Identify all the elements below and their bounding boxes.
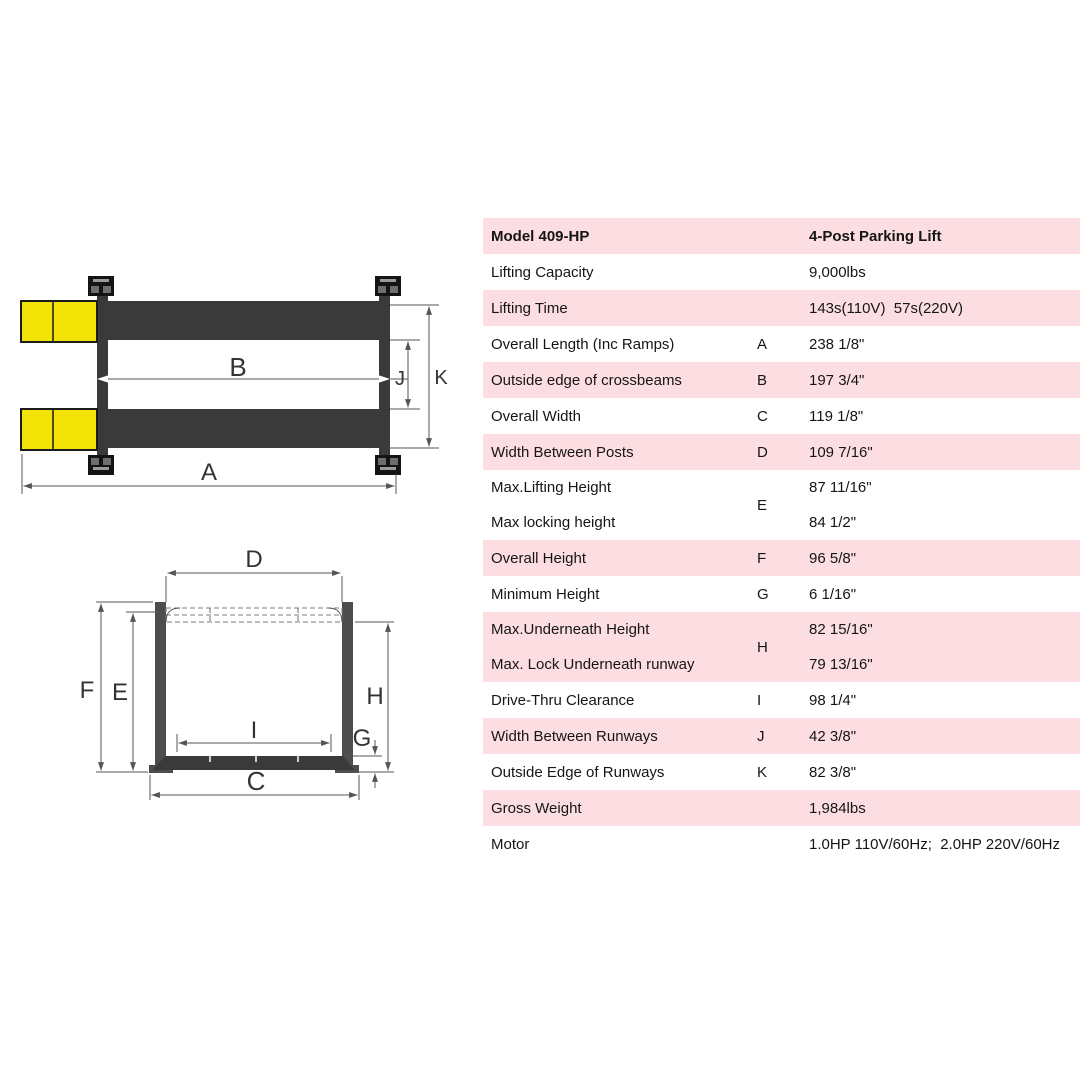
spec-row <box>483 290 1080 326</box>
front-post-left <box>155 602 166 772</box>
spec-row <box>483 682 1080 718</box>
spec-row <box>483 718 1080 754</box>
spec-label-text: Width Between Posts <box>491 443 634 461</box>
spec-value <box>809 218 1080 254</box>
spec-value <box>809 576 1080 612</box>
dim-label-e: E <box>111 679 129 706</box>
spec-label-text: Outside Edge of Runways <box>491 763 665 781</box>
spec-label <box>483 754 757 790</box>
spec-value <box>809 470 1080 540</box>
spec-letter <box>757 398 809 434</box>
spec-letter <box>757 218 809 254</box>
spec-row <box>483 254 1080 290</box>
spec-label <box>483 254 757 290</box>
front-view-diagram <box>60 540 420 810</box>
spec-label <box>483 362 757 398</box>
spec-value <box>809 826 1080 862</box>
runway-top <box>103 301 387 340</box>
post-top-left <box>88 276 114 296</box>
spec-value <box>809 682 1080 718</box>
spec-value-text: 9,000lbs <box>809 263 866 281</box>
dim-label-b: B <box>229 352 247 382</box>
dim-label-j: J <box>395 368 405 390</box>
spec-letter-text: B <box>757 371 768 389</box>
dimension-b <box>97 352 408 383</box>
spec-row <box>483 540 1080 576</box>
dim-label-i: I <box>250 717 258 744</box>
spec-value-text: 197 3/4" <box>809 371 865 389</box>
top-view-diagram <box>10 268 460 503</box>
spec-row <box>483 576 1080 612</box>
spec-table <box>483 218 1080 862</box>
spec-value-text: 238 1/8" <box>809 335 865 353</box>
ramp-bottom <box>21 409 97 450</box>
dim-label-h: H <box>366 683 384 710</box>
spec-value-text: 119 1/8" <box>809 407 864 425</box>
spec-value-text: 96 5/8" <box>809 549 857 567</box>
spec-label-text: Overall Width <box>491 407 582 425</box>
dimension-i <box>177 717 331 752</box>
spec-letter <box>757 754 809 790</box>
dim-label-f: F <box>79 677 95 704</box>
spec-letter-text: H <box>757 638 768 656</box>
dimension-e <box>112 612 160 771</box>
spec-label <box>483 682 757 718</box>
spec-label <box>483 290 757 326</box>
spec-label <box>483 790 757 826</box>
spec-letter <box>757 540 809 576</box>
spec-value-text: 82 15/16" <box>809 621 873 638</box>
spec-letter <box>757 434 809 470</box>
spec-label <box>483 540 757 576</box>
spec-letter-text: G <box>757 585 769 603</box>
spec-label <box>483 218 757 254</box>
spec-label <box>483 826 757 862</box>
spec-letter <box>757 682 809 718</box>
spec-value-text: 84 1/2" <box>809 514 857 531</box>
spec-value-text: 1.0HP 110V/60Hz; 2.0HP 220V/60Hz <box>809 835 1060 853</box>
spec-letter <box>757 718 809 754</box>
spec-letter <box>757 362 809 398</box>
spec-value-text: 87 11/16" <box>809 479 872 496</box>
spec-value <box>809 718 1080 754</box>
spec-label-text: Outside edge of crossbeams <box>491 371 682 389</box>
spec-row <box>483 362 1080 398</box>
spec-label-text: Max.Underneath Height <box>491 621 650 638</box>
spec-header-row <box>483 218 1080 254</box>
spec-value-text: 42 3/8" <box>809 727 857 745</box>
dim-label-k: K <box>434 367 448 389</box>
dim-label-c: C <box>246 766 266 796</box>
spec-letter <box>757 612 809 682</box>
spec-value <box>809 398 1080 434</box>
spec-row <box>483 470 1080 540</box>
dimension-c <box>150 766 359 800</box>
front-post-right <box>342 602 353 772</box>
spec-label <box>483 326 757 362</box>
dim-label-d: D <box>245 546 263 573</box>
spec-value <box>809 434 1080 470</box>
spec-label <box>483 612 757 682</box>
spec-letter-text: A <box>757 335 768 353</box>
spec-letter-text: F <box>757 549 767 567</box>
spec-value <box>809 362 1080 398</box>
spec-letter <box>757 790 809 826</box>
spec-row <box>483 612 1080 682</box>
post-top-right <box>375 276 401 296</box>
spec-label <box>483 718 757 754</box>
spec-label-text: Max locking height <box>491 514 616 531</box>
spec-value <box>809 326 1080 362</box>
ramp-top <box>21 301 97 342</box>
spec-value-text: 6 1/16" <box>809 585 857 603</box>
dimension-j <box>390 340 420 409</box>
spec-label <box>483 470 757 540</box>
spec-label-text: Max. Lock Underneath runway <box>491 656 695 673</box>
spec-value <box>809 290 1080 326</box>
spec-label-text: Lifting Time <box>491 299 568 317</box>
spec-value-text: 98 1/4" <box>809 691 857 709</box>
spec-label-text: Lifting Capacity <box>491 263 594 281</box>
spec-label <box>483 398 757 434</box>
spec-value-text: 1,984lbs <box>809 799 866 817</box>
spec-row <box>483 326 1080 362</box>
post-bottom-left <box>88 455 114 475</box>
spec-value <box>809 790 1080 826</box>
spec-label <box>483 434 757 470</box>
spec-letter <box>757 326 809 362</box>
post-bottom-right <box>375 455 401 475</box>
spec-label-text: Drive-Thru Clearance <box>491 691 635 709</box>
spec-letter-text: C <box>757 407 768 425</box>
spec-value <box>809 540 1080 576</box>
spec-value-text: 143s(110V) 57s(220V) <box>809 299 963 317</box>
spec-label-text: Gross Weight <box>491 799 582 817</box>
spec-letter <box>757 254 809 290</box>
spec-letter <box>757 576 809 612</box>
spec-letter-text: I <box>757 691 762 709</box>
spec-value <box>809 254 1080 290</box>
spec-row <box>483 434 1080 470</box>
spec-label-text: Width Between Runways <box>491 727 658 745</box>
spec-row <box>483 826 1080 862</box>
spec-label-text: Overall Length (Inc Ramps) <box>491 335 675 353</box>
spec-label-text: Overall Height <box>491 549 587 567</box>
spec-value <box>809 612 1080 682</box>
spec-letter-text: E <box>757 496 768 514</box>
spec-label-text: Motor <box>491 835 530 853</box>
dim-label-a: A <box>200 459 218 486</box>
spec-letter <box>757 470 809 540</box>
spec-value <box>809 754 1080 790</box>
spec-value-text: 82 3/8" <box>809 763 857 781</box>
spec-letter <box>757 826 809 862</box>
spec-value-text: 79 13/16" <box>809 656 873 673</box>
spec-letter <box>757 290 809 326</box>
spec-value-text: 4-Post Parking Lift <box>809 227 942 245</box>
spec-letter-text: K <box>757 763 768 781</box>
spec-letter-text: J <box>757 727 765 745</box>
dimension-a <box>22 454 396 494</box>
spec-label-text: Minimum Height <box>491 585 600 603</box>
spec-row <box>483 790 1080 826</box>
spec-value-text: 109 7/16" <box>809 443 873 461</box>
spec-label <box>483 576 757 612</box>
raised-runway-dashed <box>166 608 342 622</box>
spec-row <box>483 754 1080 790</box>
dim-label-g: G <box>352 725 372 752</box>
spec-letter-text: D <box>757 443 768 461</box>
dimension-d <box>166 546 342 602</box>
spec-label-text: Model 409-HP <box>491 227 590 245</box>
spec-label-text: Max.Lifting Height <box>491 479 612 496</box>
runway-bottom <box>103 409 387 448</box>
spec-row <box>483 398 1080 434</box>
dimension-g <box>346 725 394 788</box>
